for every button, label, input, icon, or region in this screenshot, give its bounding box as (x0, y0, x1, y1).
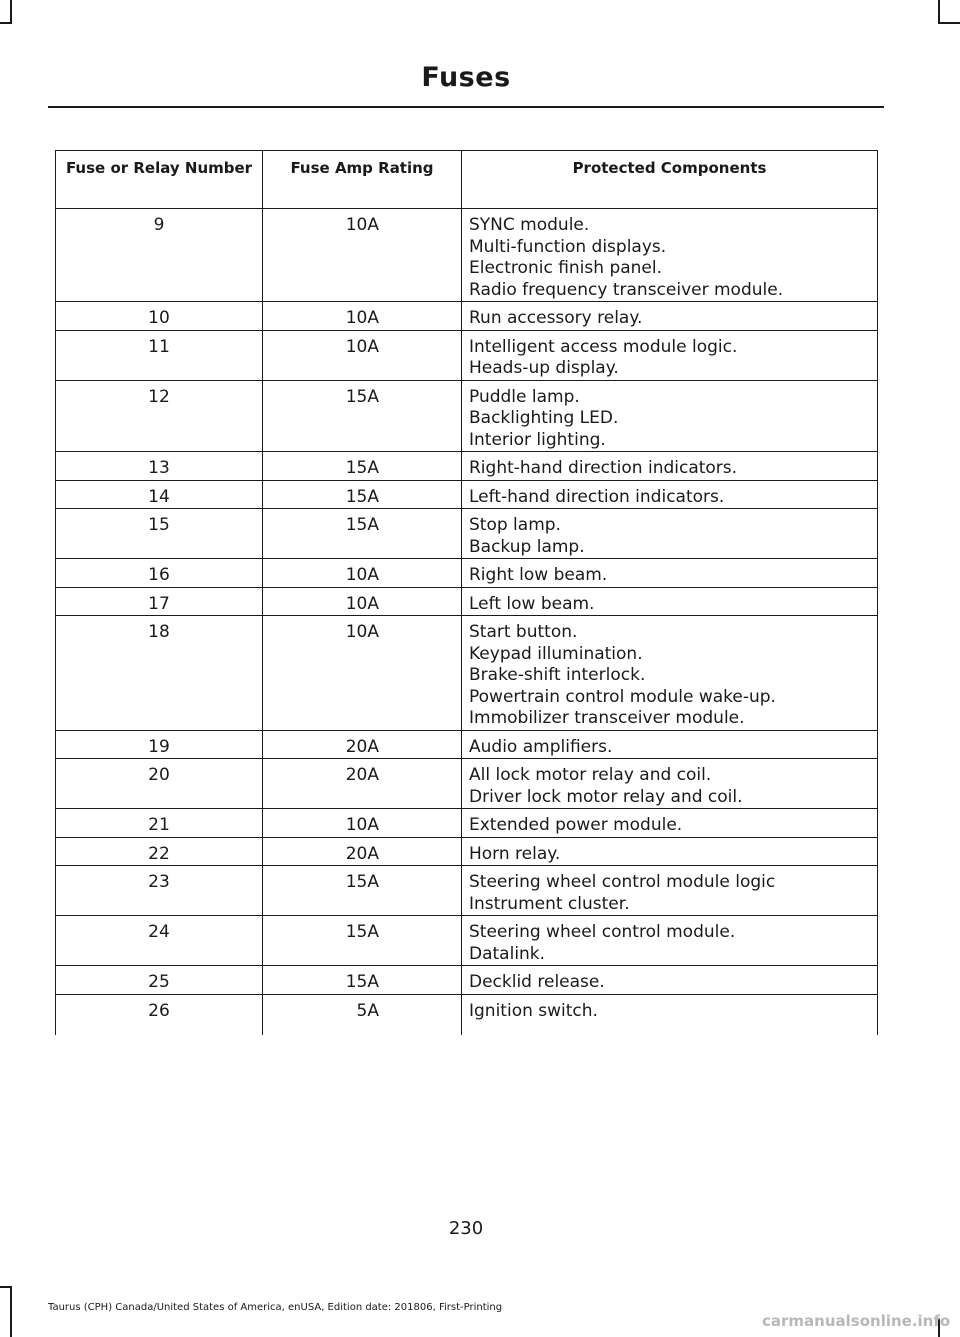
table-row (56, 559, 878, 588)
column-header-components: Protected Components (462, 151, 878, 209)
fuse-number: 21 (56, 809, 263, 838)
fuse-number: 16 (56, 559, 263, 588)
fuse-number: 10 (56, 302, 263, 331)
fuse-table (55, 150, 878, 1035)
component-line: Start button. (469, 622, 578, 642)
fuse-number: 20 (56, 759, 263, 809)
component-line: Immobilizer transceiver module. (469, 708, 745, 728)
protected-components (462, 380, 878, 452)
title-rule (48, 106, 884, 108)
protected-components (462, 916, 878, 966)
component-line: Datalink. (469, 943, 546, 964)
component-line: Backup lamp. (469, 536, 585, 557)
table-row (56, 730, 878, 759)
component-line: Keypad illumination. (469, 643, 643, 664)
protected-components (462, 994, 878, 1035)
fuse-amp-rating: 20A (263, 837, 462, 866)
component-line: Radio frequency transceiver module. (469, 279, 784, 300)
table-row (56, 330, 878, 380)
fuse-amp-rating: 15A (263, 866, 462, 916)
protected-components (462, 302, 878, 331)
crop-mark (0, 1286, 12, 1288)
protected-components (462, 452, 878, 481)
fuse-amp-rating: 15A (263, 380, 462, 452)
component-line: Left-hand direction indicators. (469, 486, 725, 507)
fuse-amp-rating: 10A (263, 559, 462, 588)
component-line: Interior lighting. (469, 429, 606, 450)
fuse-amp-rating: 10A (263, 809, 462, 838)
protected-components (462, 587, 878, 616)
component-line: Brake-shift interlock. (469, 665, 646, 685)
protected-components (462, 330, 878, 380)
fuse-number: 18 (56, 616, 263, 731)
table-row (56, 759, 878, 809)
fuse-number: 9 (56, 209, 263, 302)
crop-mark (10, 1286, 12, 1337)
fuse-number: 17 (56, 587, 263, 616)
protected-components (462, 480, 878, 509)
component-line: Right-hand direction indicators. (469, 458, 738, 478)
table-row (56, 866, 878, 916)
component-line: Driver lock motor relay and coil. (469, 786, 743, 807)
protected-components (462, 866, 878, 916)
component-line: Instrument cluster. (469, 893, 630, 914)
protected-components (462, 759, 878, 809)
crop-mark (10, 0, 12, 22)
table-row (56, 302, 878, 331)
table-row (56, 837, 878, 866)
fuse-amp-rating: 5A (263, 994, 462, 1035)
component-line: Powertrain control module wake-up. (469, 686, 776, 707)
watermark: carmanualsonline.info (762, 1312, 951, 1330)
fuse-number: 11 (56, 330, 263, 380)
table-header-row (56, 151, 878, 209)
fuse-number: 24 (56, 916, 263, 966)
component-line: Heads-up display. (469, 358, 619, 378)
table-row (56, 587, 878, 616)
protected-components (462, 509, 878, 559)
table-row (56, 209, 878, 302)
fuse-amp-rating: 20A (263, 730, 462, 759)
component-line: Stop lamp. (469, 515, 561, 535)
fuse-amp-rating: 15A (263, 966, 462, 995)
fuse-amp-rating: 20A (263, 759, 462, 809)
table-row (56, 616, 878, 731)
component-line: Extended power module. (469, 815, 683, 835)
component-line: Decklid release. (469, 972, 605, 992)
protected-components (462, 837, 878, 866)
component-line: Intelligent access module logic. (469, 336, 738, 357)
component-line: Steering wheel control module. (469, 922, 736, 942)
table-row (56, 380, 878, 452)
column-header-rating: Fuse Amp Rating (263, 151, 462, 209)
page-number: 230 (448, 1218, 484, 1239)
protected-components (462, 809, 878, 838)
fuse-table-body (56, 209, 878, 1035)
component-line: Left low beam. (469, 593, 595, 614)
component-line: Steering wheel control module logic (469, 872, 776, 892)
fuse-amp-rating: 15A (263, 916, 462, 966)
table-row (56, 916, 878, 966)
component-line: Run accessory relay. (469, 308, 643, 328)
table-row (56, 452, 878, 481)
fuse-amp-rating: 10A (263, 330, 462, 380)
protected-components (462, 616, 878, 731)
table-row (56, 480, 878, 509)
fuse-amp-rating: 10A (263, 209, 462, 302)
fuse-amp-rating: 15A (263, 509, 462, 559)
component-line: Backlighting LED. (469, 408, 619, 428)
crop-mark (938, 22, 960, 24)
fuse-number: 26 (56, 994, 263, 1035)
component-line: Horn relay. (469, 843, 561, 864)
component-line: Ignition switch. (469, 1000, 598, 1021)
component-line: Puddle lamp. (469, 386, 580, 407)
component-line: Audio amplifiers. (469, 736, 613, 757)
protected-components (462, 559, 878, 588)
protected-components (462, 209, 878, 302)
fuse-number: 12 (56, 380, 263, 452)
fuse-number: 13 (56, 452, 263, 481)
fuse-amp-rating: 10A (263, 302, 462, 331)
protected-components (462, 730, 878, 759)
component-line: SYNC module. (469, 215, 590, 235)
fuse-amp-rating: 10A (263, 587, 462, 616)
table-row (56, 994, 878, 1035)
fuse-number: 22 (56, 837, 263, 866)
fuse-number: 19 (56, 730, 263, 759)
edition-footer: Taurus (CPH) Canada/United States of America, enUSA, Edition date: 201806, First-Printing (48, 1302, 503, 1313)
fuse-amp-rating: 15A (263, 480, 462, 509)
page-title: Fuses (421, 62, 511, 93)
fuse-number: 25 (56, 966, 263, 995)
protected-components (462, 966, 878, 995)
component-line: All lock motor relay and coil. (469, 765, 712, 785)
component-line: Electronic finish panel. (469, 258, 663, 278)
fuse-number: 15 (56, 509, 263, 559)
fuse-number: 23 (56, 866, 263, 916)
fuse-amp-rating: 15A (263, 452, 462, 481)
table-row (56, 809, 878, 838)
column-header-number: Fuse or Relay Number (56, 151, 263, 209)
component-line: Right low beam. (469, 565, 608, 585)
fuse-number: 14 (56, 480, 263, 509)
component-line: Multi-function displays. (469, 236, 667, 257)
crop-mark (938, 0, 940, 22)
crop-mark (0, 22, 12, 24)
fuse-amp-rating: 10A (263, 616, 462, 731)
table-row (56, 509, 878, 559)
table-row (56, 966, 878, 995)
